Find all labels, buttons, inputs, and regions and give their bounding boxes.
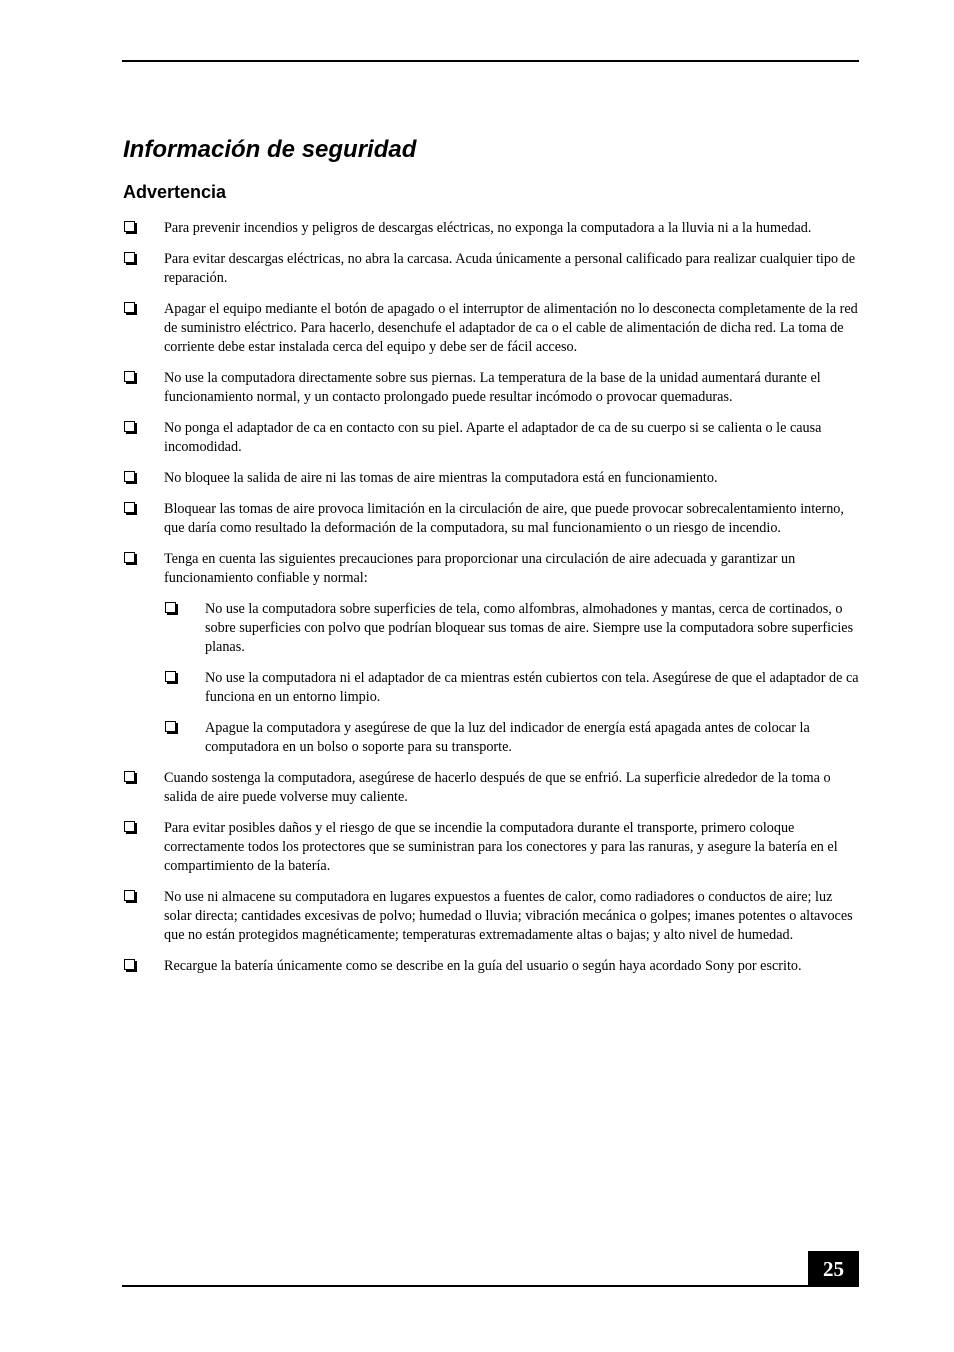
list-item <box>122 300 860 357</box>
list-item <box>122 419 860 457</box>
sub-list-item <box>163 669 860 707</box>
list-item-text: Recargue la batería únicamente como se describe en la guía del usuario o según haya acordado Sony por escrito. <box>164 958 802 974</box>
list-item <box>122 500 860 538</box>
header-rule <box>122 60 859 62</box>
footer-rule <box>122 1285 859 1287</box>
list-item-text: No use ni almacene su computadora en lugares expuestos a fuentes de calor, como radiadores o conductos de aire; luz solar directa; cantidades excesivas de polvo; humedad o lluvia; vibración mecánica o golpes; imanes potentes o altavoces que no están protegidos magnéticamente; temperaturas extremadamente altas o bajas; y alto nivel de humedad. <box>164 889 853 943</box>
list-item <box>122 469 860 488</box>
checkbox-bullet-icon <box>124 890 135 901</box>
list-item-text: Para evitar descargas eléctricas, no abra la carcasa. Acuda únicamente a personal calificado para realizar cualquier tipo de reparación. <box>164 251 856 286</box>
checkbox-bullet-icon <box>124 502 135 513</box>
page-number: 25 <box>808 1251 859 1287</box>
list-item <box>122 957 860 976</box>
checkbox-bullet-icon <box>124 959 135 970</box>
page-title: Información de seguridad <box>123 136 417 163</box>
list-item-text: No ponga el adaptador de ca en contacto con su piel. Aparte el adaptador de ca de su cuerpo si se calienta o le causa incomodidad. <box>164 420 822 455</box>
checkbox-bullet-icon <box>124 221 135 232</box>
list-item <box>122 888 860 945</box>
sub-list-item-text: No use la computadora ni el adaptador de ca mientras estén cubiertos con tela. Asegúrese de que el adaptador de ca funciona en un entorno limpio. <box>205 670 859 705</box>
list-item-text: Para prevenir incendios y peligros de descargas eléctricas, no exponga la computadora a la lluvia ni a la humedad. <box>164 220 812 236</box>
list-item <box>122 369 860 407</box>
list-item-text: Para evitar posibles daños y el riesgo de que se incendie la computadora durante el transporte, primero coloque correctamente todos los protectores que se suministran para los conectores y para las ranuras, y asegure la batería en el compartimiento de la batería. <box>164 820 838 874</box>
checkbox-bullet-icon <box>124 821 135 832</box>
warning-list <box>122 219 860 988</box>
list-item-text: Apagar el equipo mediante el botón de apagado o el interruptor de alimentación no lo desconecta completamente de la red de suministro eléctrico. Para hacerlo, desenchufe el adaptador de ca o el cable de alimentación de dicha red. La toma de corriente debe estar instalada cerca del equipo y debe ser de fácil acceso. <box>164 301 858 355</box>
list-item <box>122 819 860 876</box>
section-heading: Advertencia <box>123 182 227 202</box>
list-item-text: No bloquee la salida de aire ni las tomas de aire mientras la computadora está en funcionamiento. <box>164 470 718 486</box>
checkbox-bullet-icon <box>165 721 176 732</box>
sub-list-item-text: No use la computadora sobre superficies de tela, como alfombras, almohadones y mantas, cerca de cortinados, o sobre superficies con polvo que podrían bloquear sus tomas de aire. Siempre use la computadora sobre superficies planas. <box>205 601 854 655</box>
list-item <box>122 550 860 588</box>
list-item-text: Cuando sostenga la computadora, asegúrese de hacerlo después de que se enfrió. La superficie alrededor de la toma o salida de aire puede volverse muy caliente. <box>164 770 831 805</box>
checkbox-bullet-icon <box>124 371 135 382</box>
sub-list-item-text: Apague la computadora y asegúrese de que la luz del indicador de energía está apagada antes de colocar la computadora en un bolso o soporte para su transporte. <box>205 720 810 755</box>
checkbox-bullet-icon <box>165 671 176 682</box>
checkbox-bullet-icon <box>124 552 135 563</box>
list-item-text: Tenga en cuenta las siguientes precauciones para proporcionar una circulación de aire adecuada y garantizar un funcionamiento confiable y normal: <box>164 551 796 586</box>
sub-list-item <box>163 600 860 657</box>
list-item-text: Bloquear las tomas de aire provoca limitación en la circulación de aire, que puede provocar sobrecalentamiento interno, que daría como resultado la deformación de la computadora, su mal funcionamiento o un riesgo de incendio. <box>164 501 844 536</box>
checkbox-bullet-icon <box>124 421 135 432</box>
list-item <box>122 219 860 238</box>
list-item <box>122 769 860 807</box>
list-item-text: No use la computadora directamente sobre sus piernas. La temperatura de la base de la unidad aumentará durante el funcionamiento normal, y un contacto prolongado puede resultar incómodo o provocar quemaduras. <box>164 370 821 405</box>
checkbox-bullet-icon <box>124 252 135 263</box>
checkbox-bullet-icon <box>165 602 176 613</box>
list-item <box>122 250 860 288</box>
checkbox-bullet-icon <box>124 471 135 482</box>
checkbox-bullet-icon <box>124 771 135 782</box>
checkbox-bullet-icon <box>124 302 135 313</box>
sub-list-item <box>163 719 860 757</box>
